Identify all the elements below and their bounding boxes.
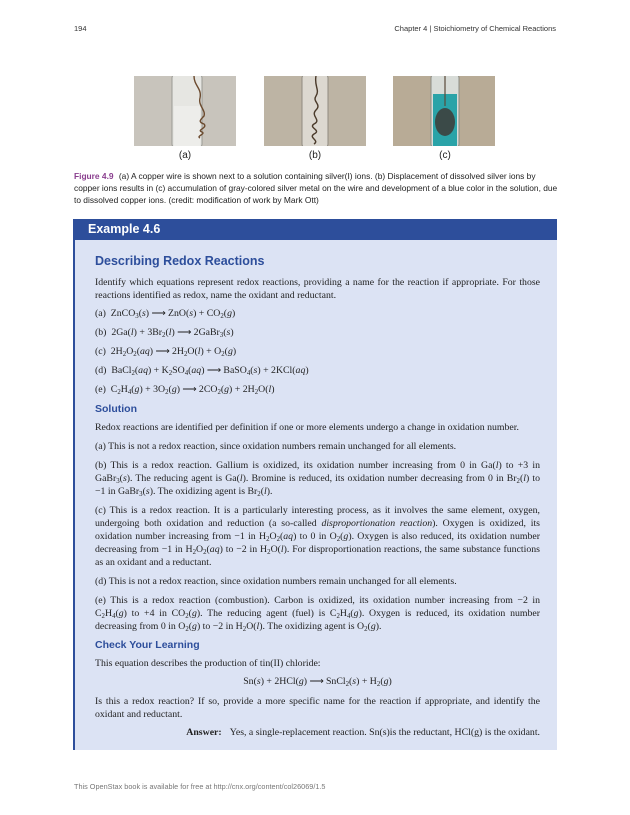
photo-copper-wire — [134, 76, 236, 146]
solution-c: (c) This is a redox reaction. It is a particularly interesting process, as it involves the same element, oxygen, undergoing both oxidation and reduction (a so-called disproportionation reaction). Oxygen is oxidized, its oxidation number increasing from −1 in $H_2O_2(aq)$ to 0 in $O_2(g)$. Oxygen is also reduced, its oxidation number decreasing from −1 in $H_2O_2(aq)$ to −2 in $H_2O(l)$. For disproportionation reactions, the same substance functions as an oxidant and a reductant. — [95, 505, 540, 568]
chapter-title: Chapter 4 | Stoichiometry of Chemical Reactions — [394, 24, 556, 33]
photo-b-image — [264, 76, 366, 146]
page-header — [74, 24, 556, 36]
equation-a: (a) ZnCO$_3$(s) ⟶ $ZnO(s) + CO_2(g)$ — [95, 308, 236, 320]
figure-number: Figure 4.9 — [74, 171, 114, 181]
figure-caption — [74, 170, 558, 206]
figure-label-b: (b) — [308, 150, 322, 161]
check-question: Is this a redox reaction? If so, provide a more specific name for the reaction if appropriate, and identify the oxidant and reductant. — [95, 696, 540, 720]
example-intro: Identify which equations represent redox reactions, providing a name for the reaction if appropriate. For those reactions identified as redox, name the oxidant and reductant. — [95, 277, 540, 301]
solution-heading: Solution — [95, 403, 137, 415]
check-heading: Check Your Learning — [95, 639, 200, 651]
photo-silver-deposit — [393, 76, 495, 146]
photo-displacement — [264, 76, 366, 146]
example-title: Describing Redox Reactions — [95, 254, 265, 268]
solution-b: (b) This is a redox reaction. Gallium is oxidized, its oxidation number increasing from 0 in Ga(l) to +3 in GaBr$_3$(s). The reducing agent is Ga(l). Bromine is reduced, its oxidation number decreasing from 0 in $Br_2(l)$ to −1 in GaBr$_3$(s). The oxidizing agent is $Br_2(l)$. — [95, 460, 541, 498]
solution-a: (a) This is not a redox reaction, since oxidation numbers remain unchanged for all elements. — [95, 441, 457, 452]
solution-e: (e) This is a redox reaction (combustion). Carbon is oxidized, its oxidation number increasing from −2 in $C_2H_4(g)$ to +4 in $CO_2(g)$. The reducing agent (fuel) is $C_2H_4(g)$. Oxygen is reduced, its oxidation number decreasing from 0 in $O_2(g)$ to −2 in $H_2O(l)$. The oxidizing agent is $O_2(g)$. — [95, 595, 540, 633]
solution-intro: Redox reactions are identified per definition if one or more elements undergo a change in oxidation number. — [95, 422, 519, 433]
photo-c-image — [393, 76, 495, 146]
answer-label: Answer: — [186, 727, 222, 738]
equation-c: (c) $2H_2O_2(aq)$ ⟶ $2H_2O(l) + O_2(g)$ — [95, 346, 237, 358]
equation-b: (b) $2Ga(l) + 3Br_2(l)$ ⟶ 2GaBr$_3$(s) — [95, 327, 234, 339]
equation-d: (d) BaCl$_2$(aq) + $K_2SO_4(aq)$ ⟶ BaSO$_4$(s) + 2KCl(aq) — [95, 365, 309, 377]
photo-a-image — [134, 76, 236, 146]
figure-caption-text: (a) A copper wire is shown next to a solution containing silver(I) ions. (b) Displacement of dissolved silver ions by copper ions results in (c) accumulation of gray-colored silver metal on the wire and development of a blue color in the solution, due to dissolved copper ions. (credit: modification of work by Mark Ott) — [74, 171, 558, 205]
example-box — [73, 219, 557, 750]
page-footer: This OpenStax book is available for free at http://cnx.org/content/col26069/1.5 — [74, 782, 326, 791]
equation-e: (e) $C_2H_4(g) + 3O_2(g)$ ⟶ $2CO_2(g) + 2H_2O(l)$ — [95, 384, 275, 396]
example-header: Example 4.6 — [75, 219, 557, 240]
check-intro: This equation describes the production of tin(II) chloride: — [95, 658, 321, 669]
check-equation: Sn(s) + 2HCl(g) ⟶ SnCl$_2$(s) + $H_2(g)$ — [243, 676, 392, 688]
answer-line — [95, 727, 540, 738]
page-number: 194 — [74, 24, 87, 33]
answer-text: Yes, a single-replacement reaction. Sn(s)is the reductant, HCl(g) is the oxidant. — [229, 727, 540, 738]
solution-d: (d) This is not a redox reaction, since oxidation numbers remain unchanged for all elements. — [95, 576, 457, 587]
figure-label-a: (a) — [178, 150, 192, 161]
figure-label-c: (c) — [439, 150, 451, 161]
